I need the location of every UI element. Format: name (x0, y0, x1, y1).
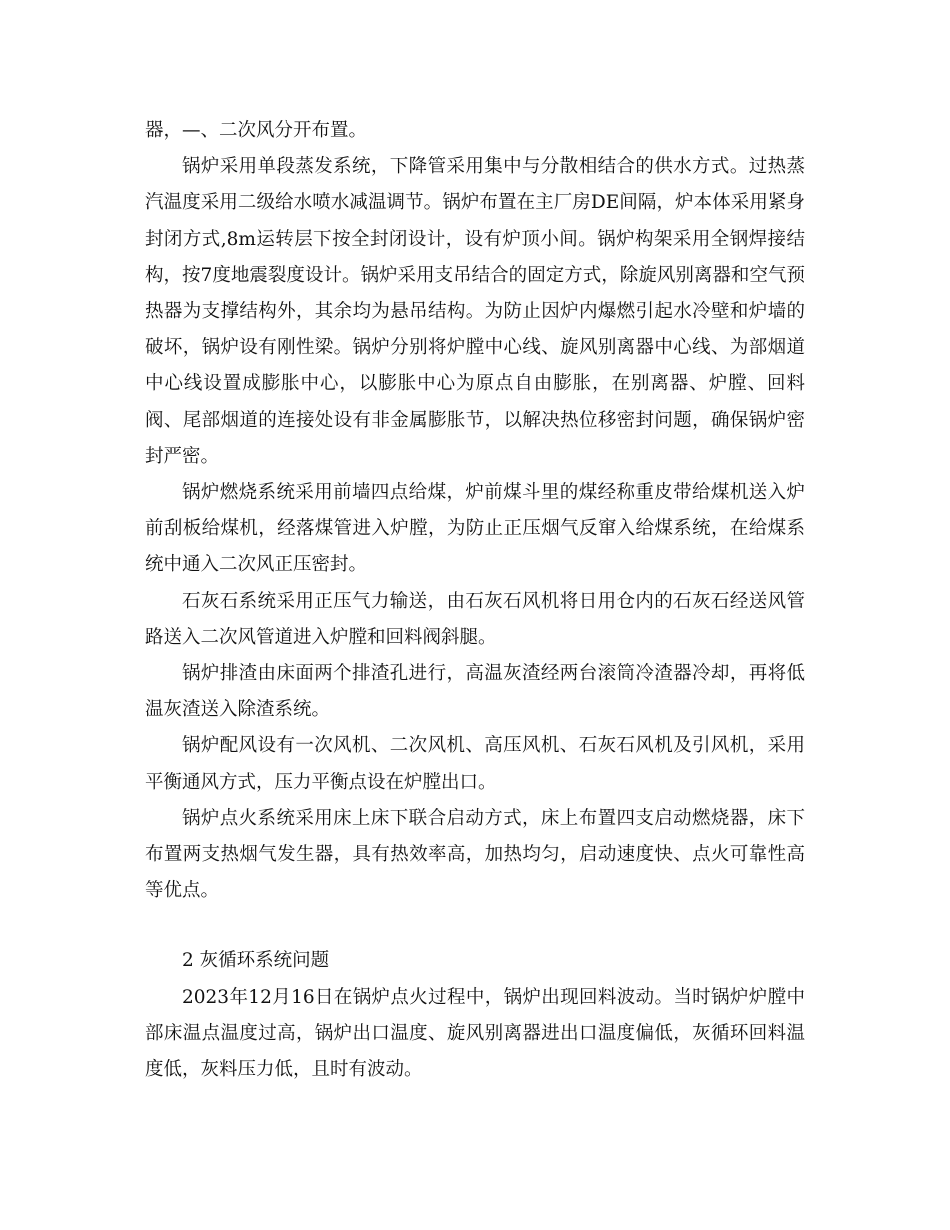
paragraph-ignition-system: 锅炉点火系统采用床上床下联合启动方式，床上布置四支启动燃烧器，床下布置两支热烟气发生器，具有热效率高，加热均匀，启动速度快、点火可靠性高等优点。 (145, 807, 805, 902)
paragraph-slag-discharge: 锅炉排渣由床面两个排渣孔进行，高温灰渣经两台滚筒冷渣器冷却，再将低温灰渣送入除渣系统。 (145, 663, 805, 721)
paragraph-combustion-system: 锅炉燃烧系统采用前墙四点给煤，炉前煤斗里的煤经称重皮带给煤机送入炉前刮板给煤机，经落煤管进入炉膛，为防止正压烟气反窜入给煤系统，在给煤系统中通入二次风正压密封。 (145, 482, 805, 576)
document-body (145, 113, 805, 1088)
paragraph-limestone-system: 石灰石系统采用正压气力输送，由石灰石风机将日用仓内的石灰石经送风管路送入二次风管道进入炉膛和回料阀斜腿。 (145, 590, 805, 648)
section-heading: 2 灰循环系统问题 (182, 950, 330, 972)
paragraph-air-distribution: 锅炉配风设有一次风机、二次风机、高压风机、石灰石风机及引风机，采用平衡通风方式，压力平衡点设在炉膛出口。 (145, 735, 805, 793)
paragraph-ash-circulation: 2023年12月16日在锅炉点火过程中，锅炉出现回料波动。当时锅炉炉膛中部床温点温度过高，锅炉出口温度、旋风别离器进出口温度偏低，灰循环回料温度低，灰料压力低，且时有波动。 (145, 986, 805, 1081)
paragraph-continuation: 器，—、二次风分开布置。 (145, 120, 368, 141)
paragraph-boiler-structure: 锅炉采用单段蒸发系统，下降管采用集中与分散相结合的供水方式。过热蒸汽温度采用二级给水喷水减温调节。锅炉布置在主厂房DE间隔，炉本体采用紧身封闭方式,8m运转层下按全封闭设计，设有炉顶小间。锅炉构架采用全钢焊接结构，按7度地震裂度设计。锅炉采用支吊结合的固定方式，除旋风别离器和空气预热器为支撑结构外，其余均为悬吊结构。为防止因炉内爆燃引起水冷壁和炉墙的破坏，锅炉设有刚性梁。锅炉分别将炉膛中心线、旋风别离器中心线、为部烟道中心线设置成膨胀中心，以膨胀中心为原点自由膨胀，在别离器、炉膛、回料阀、尾部烟道的连接处设有非金属膨胀节，以解决热位移密封问题，确保锅炉密封严密。 (145, 156, 805, 467)
